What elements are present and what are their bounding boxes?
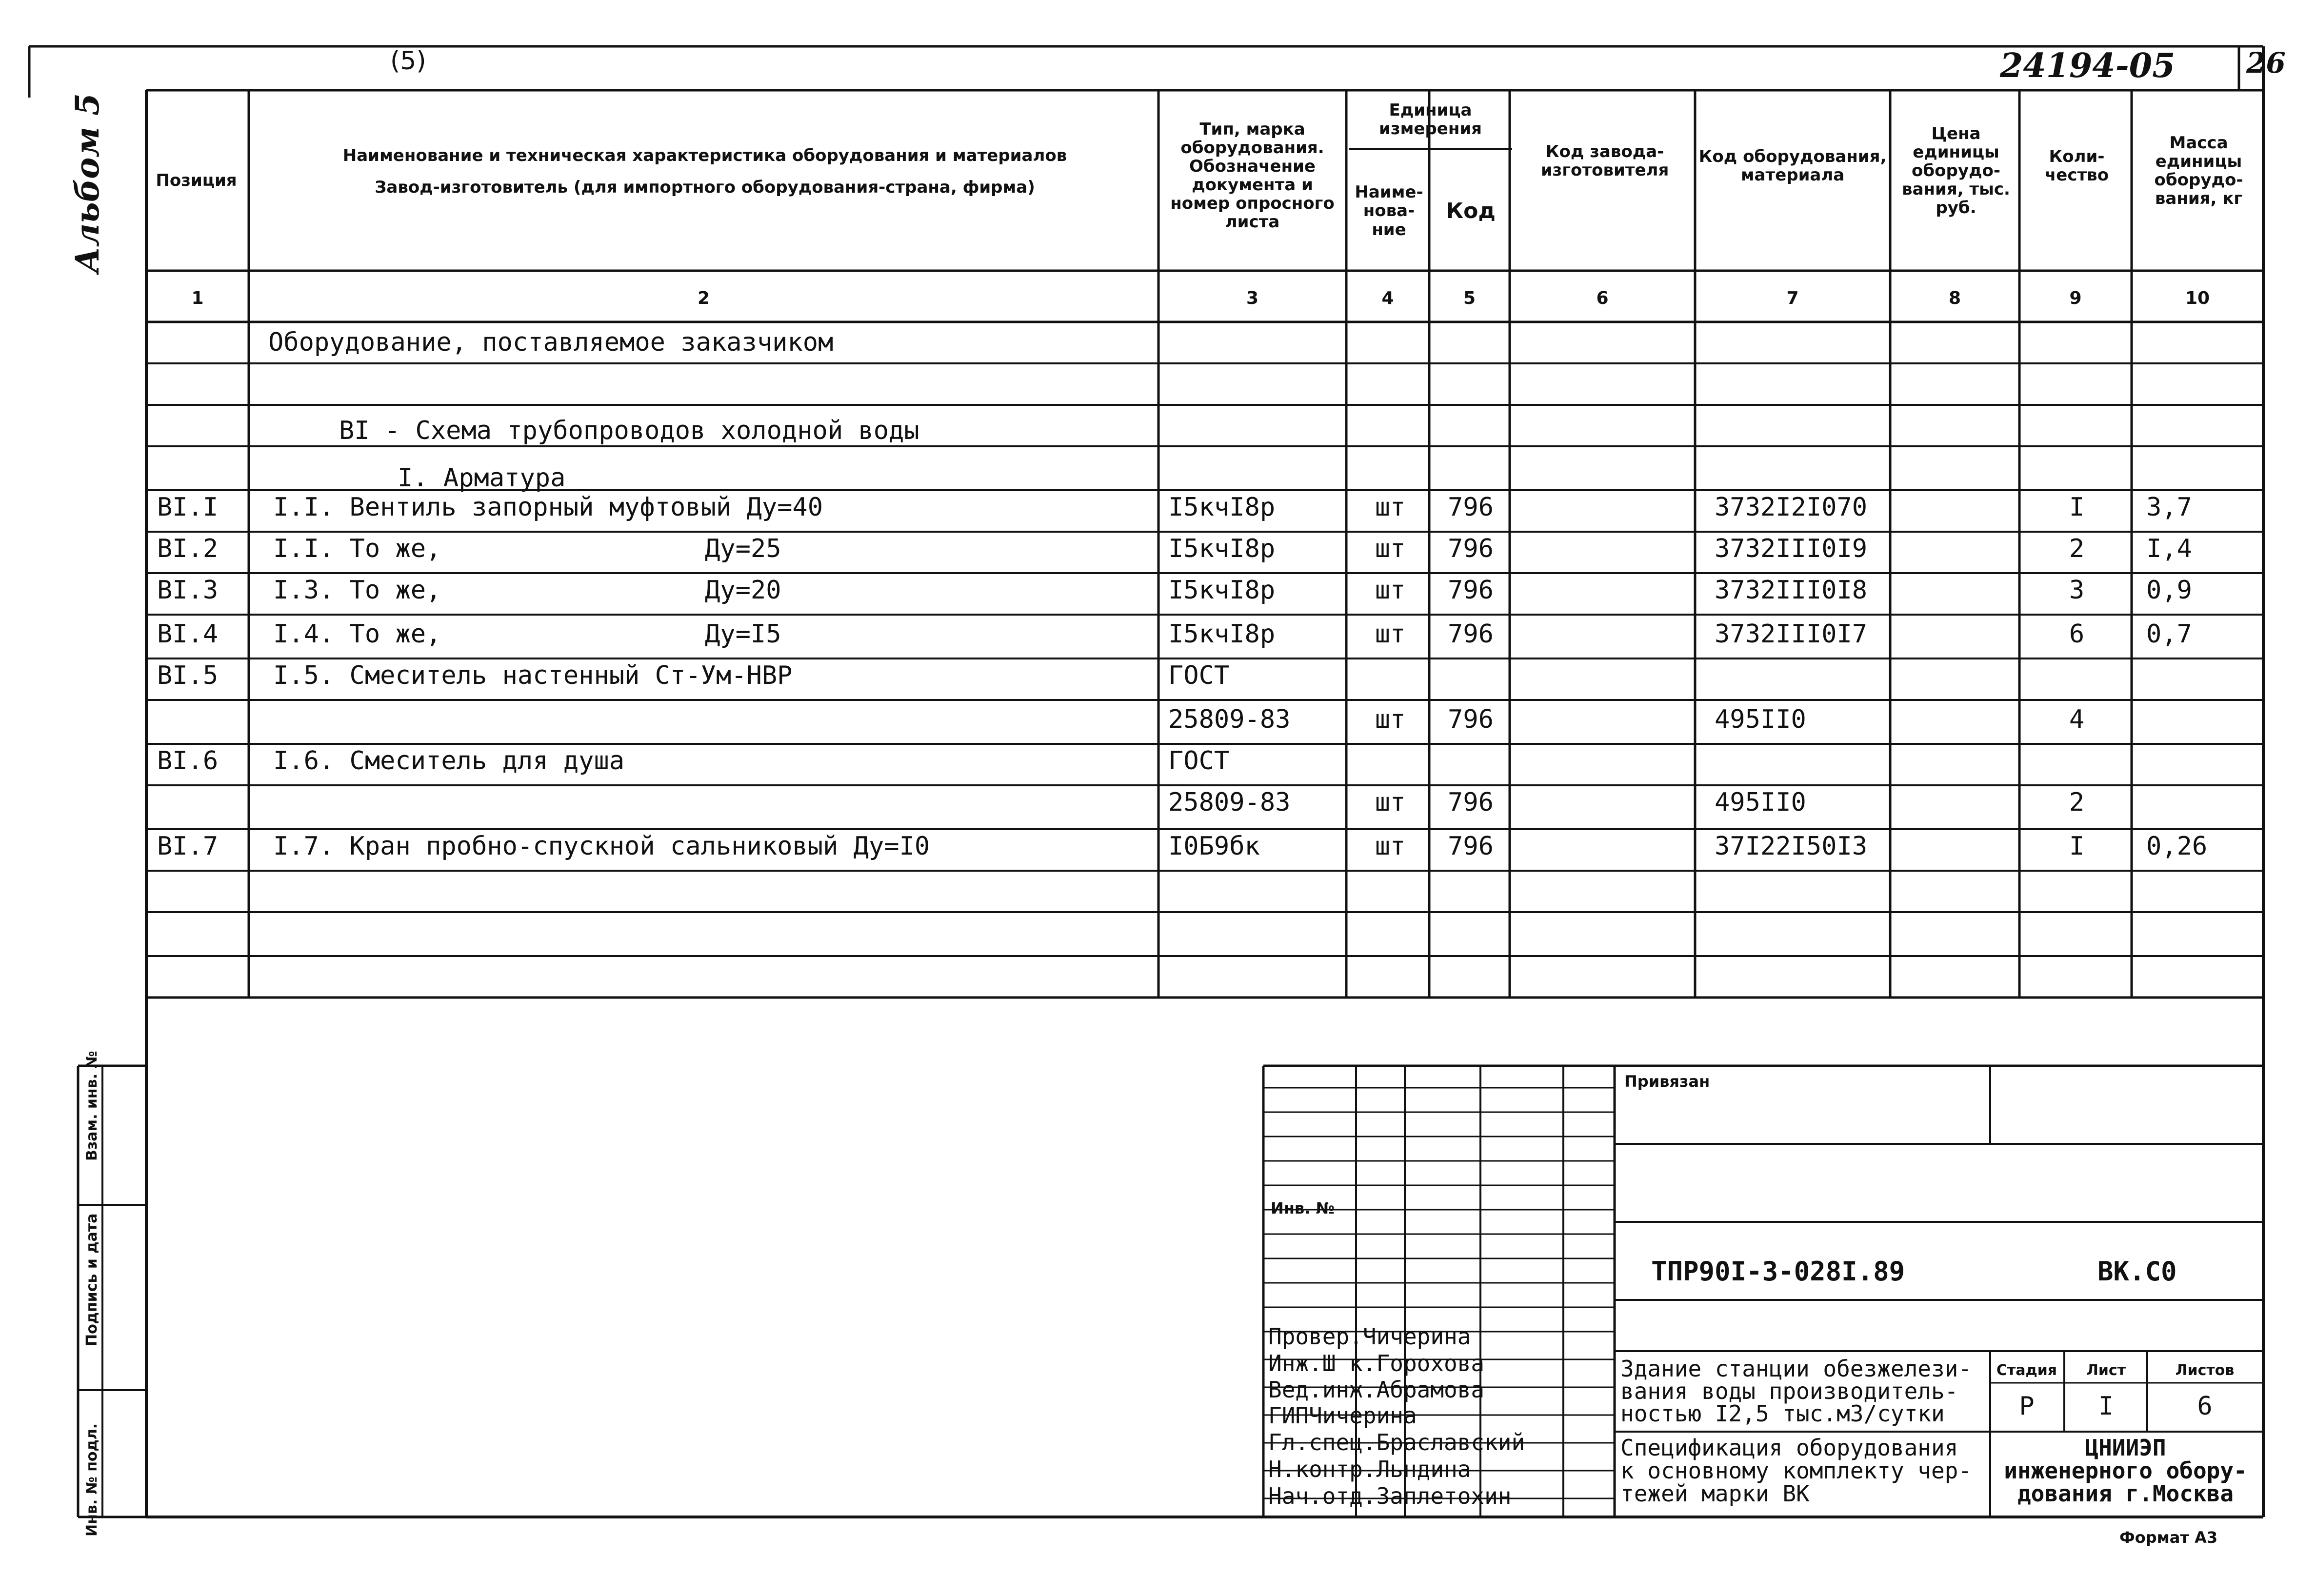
row-mass: 0,9: [2146, 576, 2192, 605]
row-name: I.4. То же,: [273, 619, 441, 649]
column-number: 5: [1463, 288, 1476, 309]
row-unit: шт: [1375, 705, 1406, 734]
row-position: BI.5: [157, 661, 219, 690]
signature-row: [1268, 1350, 1484, 1377]
label-sheets: Листов: [2175, 1362, 2235, 1379]
value-sheets: 6: [2197, 1392, 2213, 1421]
signature-name: Горохова: [1376, 1350, 1485, 1377]
row-type: 25809-83: [1168, 788, 1291, 817]
row-unit: шт: [1375, 493, 1406, 522]
row-name: I.I. Вентиль запорный муфтовый Ду=40: [273, 493, 823, 522]
row-quantity: 4: [2069, 705, 2085, 734]
header-type: Тип, марка оборудования. Обозначение документа и номер опросного листа: [1170, 119, 1335, 232]
header-unit-code: Код: [1446, 198, 1496, 223]
row-unit-code: 796: [1448, 493, 1494, 522]
row-position: BI.3: [157, 576, 219, 605]
row-type: I5кчI8р: [1168, 619, 1276, 649]
signature-role: Провер.: [1268, 1323, 1363, 1350]
row-quantity: 2: [2069, 788, 2085, 817]
title-privyazan: Привязан: [1624, 1072, 1710, 1091]
signature-row: [1268, 1483, 1512, 1509]
row-unit-code: 796: [1448, 619, 1494, 649]
column-number: 3: [1246, 288, 1259, 309]
row-name: I.7. Кран пробно-спускной сальниковый Ду=I0: [273, 832, 930, 861]
signature-role: ГИП: [1268, 1402, 1309, 1429]
row-unit: шт: [1375, 832, 1406, 861]
org-line-3: дования г.Москва: [2017, 1480, 2234, 1507]
org-line-1: ЦНИИЭП: [2085, 1435, 2166, 1461]
signature-role: Нач.отд.: [1268, 1483, 1377, 1509]
signature-name: Абрамова: [1376, 1377, 1485, 1403]
row-equipment-code: 3732III0I8: [1715, 576, 1868, 605]
side-stamp-inv: Инв. № подл.: [83, 1423, 100, 1536]
row-name: I.6. Смеситель для душа: [273, 746, 625, 776]
row-nominal-diameter: Ду=25: [705, 534, 781, 563]
signature-name: Чичерина: [1309, 1402, 1417, 1429]
spec-line-3: тежей марки ВК: [1620, 1480, 1810, 1507]
row-equipment-code: 37I22I50I3: [1715, 832, 1868, 861]
column-number: 8: [1948, 288, 1961, 309]
column-number: 1: [191, 288, 204, 309]
row-type: ГОСТ: [1168, 661, 1230, 690]
header-name-line2: Завод-изготовитель (для импортного оборудования-страна, фирма): [375, 178, 1035, 197]
row-type: ГОСТ: [1168, 746, 1230, 776]
group-title: I. Арматура: [398, 463, 566, 493]
signature-role: Н.контр.: [1268, 1456, 1377, 1482]
value-sheet: I: [2098, 1392, 2114, 1421]
subsection-title: BI - Схема трубопроводов холодной воды: [339, 416, 919, 445]
side-stamp-podpis: Подпись и дата: [83, 1213, 100, 1346]
column-number: 9: [2069, 288, 2082, 309]
organization: [1990, 1436, 2261, 1505]
header-name-line1: Наименование и техническая характеристика оборудования и материалов: [342, 146, 1067, 165]
page-corner-number: 26: [2246, 46, 2286, 80]
row-equipment-code: 495II0: [1715, 788, 1806, 817]
section-title: Оборудование, поставляемое заказчиком: [268, 328, 834, 357]
label-sheet: Лист: [2086, 1362, 2126, 1379]
album-label: Альбом 5: [68, 93, 106, 273]
signature-name: Браславский: [1376, 1429, 1525, 1456]
doc-mark: ВК.С0: [2097, 1256, 2177, 1287]
row-unit: шт: [1375, 788, 1406, 817]
row-name: I.3. То же,: [273, 576, 441, 605]
row-type: I0Б9бк: [1168, 832, 1260, 861]
row-unit: шт: [1375, 619, 1406, 649]
building-line-1: Здание станции обезжелези-: [1620, 1356, 1972, 1382]
row-mass: 0,7: [2146, 619, 2192, 649]
signature-name: Заплетохин: [1376, 1483, 1512, 1509]
row-unit-code: 796: [1448, 832, 1494, 861]
column-number: 2: [697, 288, 710, 309]
row-quantity: I: [2069, 832, 2085, 861]
column-number: 7: [1786, 288, 1799, 309]
signature-row: [1268, 1377, 1484, 1403]
row-quantity: 6: [2069, 619, 2085, 649]
signature-name: Льндина: [1376, 1456, 1471, 1482]
signature-role: Гл.спец.: [1268, 1429, 1377, 1456]
row-unit: шт: [1375, 576, 1406, 605]
row-equipment-code: 495II0: [1715, 705, 1806, 734]
row-type: I5кчI8р: [1168, 493, 1276, 522]
row-position: BI.7: [157, 832, 219, 861]
value-stage: Р: [2019, 1392, 2035, 1421]
header-unit-group: Единица измерения: [1379, 100, 1482, 139]
header-equipment-code: Код оборудования, материала: [1698, 146, 1887, 185]
row-name: I.I. То же,: [273, 534, 441, 563]
doc-designation: ТПР90I-3-028I.89: [1651, 1256, 1905, 1287]
column-number: 4: [1381, 288, 1394, 309]
row-equipment-code: 3732I2I070: [1715, 493, 1868, 522]
header-position: Позиция: [156, 170, 237, 190]
row-position: BI.I: [157, 493, 219, 522]
building-line-3: ностью I2,5 тыс.м3/сутки: [1620, 1400, 1945, 1427]
column-number: 10: [2185, 288, 2210, 309]
row-nominal-diameter: Ду=20: [705, 576, 781, 605]
column-number: 6: [1596, 288, 1609, 309]
row-unit-code: 796: [1448, 705, 1494, 734]
header-quantity: Коли-чество: [2044, 146, 2109, 185]
row-position: BI.4: [157, 619, 219, 649]
top-marker: (5): [390, 46, 426, 76]
row-quantity: I: [2069, 493, 2085, 522]
signature-row: [1268, 1456, 1471, 1482]
header-mass: Масса единицы оборудо-вания, кг: [2154, 133, 2243, 209]
row-unit-code: 796: [1448, 576, 1494, 605]
spec-line-2: к основному комплекту чер-: [1620, 1457, 1972, 1484]
signature-row: [1268, 1402, 1417, 1429]
title-inv-no: Инв. №: [1271, 1199, 1335, 1217]
signature-row: [1268, 1429, 1525, 1456]
label-stage: Стадия: [1996, 1362, 2057, 1379]
row-mass: I,4: [2146, 534, 2192, 563]
signature-role: Вед.инж.: [1268, 1377, 1377, 1403]
signature-role: Инж.Ш к.: [1268, 1350, 1377, 1377]
format-label: Формат А3: [2119, 1528, 2218, 1547]
row-type: I5кчI8р: [1168, 534, 1276, 563]
signature-name: Чичерина: [1362, 1323, 1471, 1350]
header-plant-code: Код завода-изготовителя: [1540, 141, 1669, 180]
signature-row: [1268, 1323, 1471, 1350]
row-name: I.5. Смеситель настенный Ст-Ум-НВР: [273, 661, 793, 690]
row-unit: шт: [1375, 534, 1406, 563]
header-unit-name: Наиме-нова-ние: [1355, 182, 1423, 239]
row-unit-code: 796: [1448, 788, 1494, 817]
row-quantity: 2: [2069, 534, 2085, 563]
spec-description: [1620, 1436, 1972, 1505]
row-type: 25809-83: [1168, 705, 1291, 734]
side-stamp-vzam: Взам. инв. №: [83, 1051, 100, 1161]
row-position: BI.2: [157, 534, 219, 563]
building-line-2: вания воды производитель-: [1620, 1378, 1958, 1404]
org-line-2: инженерного обору-: [2004, 1457, 2247, 1484]
row-position: BI.6: [157, 746, 219, 776]
row-equipment-code: 3732III0I7: [1715, 619, 1868, 649]
row-quantity: 3: [2069, 576, 2085, 605]
row-unit-code: 796: [1448, 534, 1494, 563]
spec-line-1: Спецификация оборудования: [1620, 1435, 1958, 1461]
building-description: [1620, 1357, 1972, 1425]
header-price: Цена единицы оборудо-вания, тыс. руб.: [1902, 123, 2010, 218]
row-equipment-code: 3732III0I9: [1715, 534, 1868, 563]
row-mass: 3,7: [2146, 493, 2192, 522]
row-nominal-diameter: Ду=I5: [705, 619, 781, 649]
row-type: I5кчI8р: [1168, 576, 1276, 605]
doc-code: 24194-05: [2000, 46, 2176, 85]
row-mass: 0,26: [2146, 832, 2208, 861]
